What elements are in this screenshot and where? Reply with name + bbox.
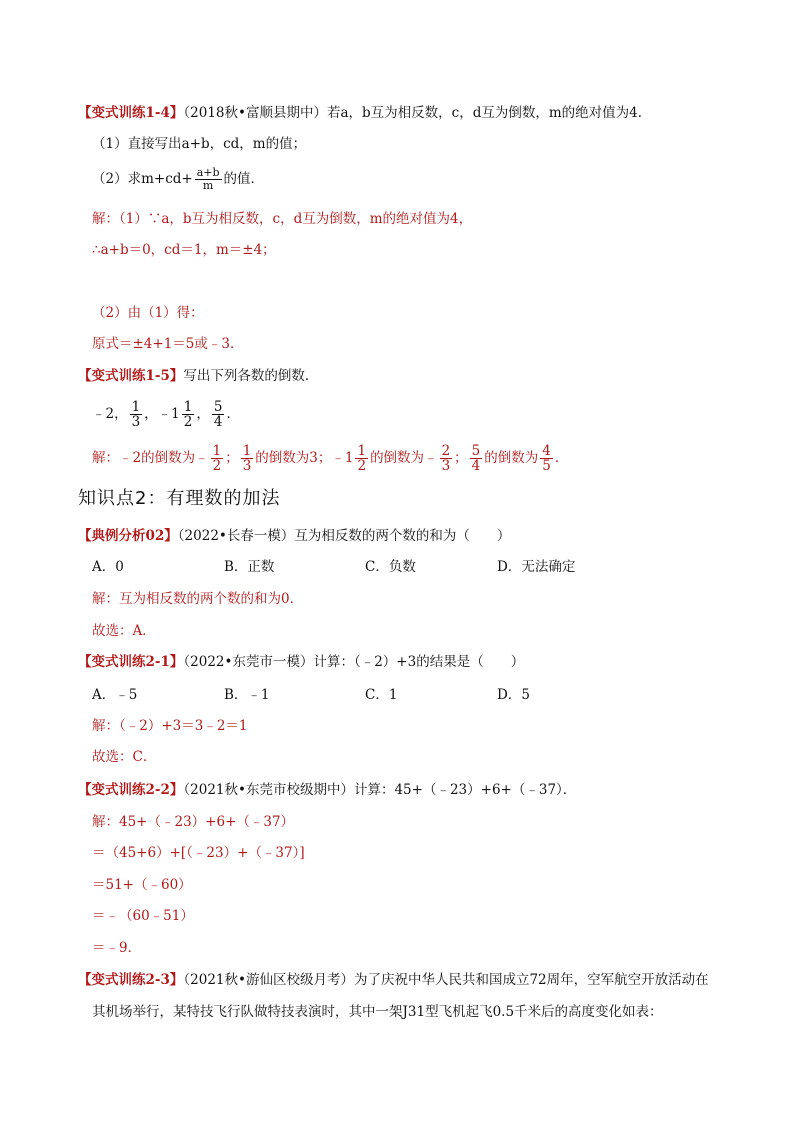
- exercise-1-4-question: [78, 104, 651, 122]
- answer-line: [92, 444, 568, 473]
- question-text: 互为相反数的两个数的和为（ ）: [294, 528, 511, 544]
- numerator: 4: [542, 443, 551, 459]
- fraction: [241, 444, 254, 473]
- fraction: [130, 400, 143, 429]
- sub-question-2-prefix: （2）求m+cd+: [92, 171, 193, 187]
- exercise-tag: 【变式训练1-5】: [78, 368, 184, 384]
- options-row: [0, 558, 794, 576]
- numerator: 1: [183, 399, 193, 415]
- answer-line: ＝51+（﹣60）: [92, 877, 192, 893]
- answer-line: 解：45+（﹣23）+6+（﹣37）: [92, 814, 295, 830]
- question-text: 计算：45+（﹣23）+6+（﹣37）．: [353, 782, 577, 798]
- number: ﹣2，: [92, 406, 128, 422]
- exercise-tag: 【变式训练1-4】: [78, 105, 184, 121]
- section-heading: 知识点2：有理数的加法: [78, 488, 281, 509]
- denominator: 2: [183, 414, 193, 430]
- numerator: 1: [242, 443, 252, 459]
- source-note: （2022•长春一模）: [177, 528, 295, 544]
- numerator: 1: [131, 399, 141, 415]
- denominator: 4: [471, 458, 481, 474]
- answer-text: 的倒数为3；﹣1: [255, 450, 354, 466]
- denominator: 2: [212, 458, 222, 474]
- answer-line: （2）由（1）得：: [92, 305, 204, 321]
- exercise-tag: 【典例分析02】: [78, 528, 178, 544]
- source-note: （2018秋•富顺县期中）: [183, 105, 327, 121]
- separator: ，: [196, 406, 210, 422]
- sub-question-2: [92, 167, 264, 192]
- answer-text: 解：﹣2的倒数为﹣: [92, 450, 209, 466]
- denominator: 2: [357, 458, 367, 474]
- sub-question-2-suffix: 的值．: [223, 171, 265, 187]
- source-note: （2021秋•东莞市校级期中）: [183, 782, 354, 798]
- question-text-continued: 其机场举行，某特技飞行队做特技表演时，其中一架J31型飞机起飞0.5千米后的高度变化如表：: [92, 1004, 663, 1020]
- options-row: [0, 686, 794, 704]
- answer-line: 故选：C．: [92, 749, 157, 765]
- denominator: 3: [242, 458, 252, 474]
- denominator: 4: [213, 414, 223, 430]
- exercise-tag: 【变式训练2-1】: [78, 654, 184, 670]
- answer-line: ＝（45+6）+[（﹣23）+（﹣37）]: [92, 845, 305, 861]
- question-text: 写出下列各数的倒数．: [183, 368, 319, 384]
- exercise-2-3-question: [78, 971, 709, 989]
- sub-question-1: （1）直接写出a+b，cd，m的值；: [92, 136, 307, 152]
- option-d: D．无法确定: [497, 559, 576, 575]
- separator: ，﹣1: [144, 406, 180, 422]
- question-text: 若a，b互为相反数，c，d互为倒数，m的绝对值为4．: [326, 105, 652, 121]
- answer-line: 原式＝±4+1＝5或﹣3．: [92, 336, 244, 352]
- option-b: B．正数: [224, 559, 275, 575]
- option-d: D．5: [497, 687, 530, 703]
- fraction: [211, 444, 224, 473]
- answer-line: 解：互为相反数的两个数的和为0．: [92, 591, 304, 607]
- exercise-1-5-question: [78, 367, 318, 385]
- option-c: C．1: [365, 687, 398, 703]
- option-c: C．负数: [365, 559, 416, 575]
- fraction: [355, 444, 368, 473]
- fraction: [195, 167, 222, 192]
- separator: ．: [226, 406, 240, 422]
- denominator: 5: [542, 458, 551, 474]
- numerator: a+b: [196, 166, 220, 179]
- answer-line: ＝﹣9．: [92, 940, 142, 956]
- answer-line: ＝﹣（60﹣51）: [92, 908, 194, 924]
- fraction: [440, 444, 453, 473]
- answer-line: 故选：A．: [92, 623, 156, 639]
- option-a: A．0: [92, 559, 124, 575]
- answer-line: 解：（1）∵a，b互为相反数，c，d互为倒数，m的绝对值为4，: [92, 211, 473, 227]
- numerator: 1: [357, 443, 367, 459]
- fraction: [212, 400, 225, 429]
- exercise-tag: 【变式训练2-3】: [78, 972, 184, 988]
- example-02-question: [78, 527, 510, 545]
- source-note: （2021秋•游仙区校级月考）: [183, 972, 354, 988]
- option-b: B．﹣1: [224, 687, 270, 703]
- denominator: m: [202, 179, 214, 192]
- fraction: [470, 444, 483, 473]
- numerator: 5: [213, 399, 223, 415]
- exercise-2-1-question: [78, 653, 524, 671]
- answer-text: ；: [225, 450, 239, 466]
- fraction: [540, 444, 553, 473]
- exercise-2-2-question: [78, 781, 576, 799]
- answer-text: ．: [554, 450, 569, 466]
- question-text: 为了庆祝中华人民共和国成立72周年，空军航空开放活动在: [353, 972, 709, 988]
- denominator: 3: [131, 414, 141, 430]
- answer-line: ∴a+b＝0，cd＝1，m＝±4；: [92, 242, 276, 258]
- source-note: （2022•东莞市一模）: [183, 654, 314, 670]
- answer-line: 解：（﹣2）+3＝3﹣2＝1: [92, 718, 248, 734]
- exercise-tag: 【变式训练2-2】: [78, 782, 184, 798]
- answer-text: ；: [454, 450, 468, 466]
- answer-text: 的倒数为: [484, 450, 539, 466]
- option-a: A．﹣5: [92, 687, 138, 703]
- denominator: 3: [441, 458, 451, 474]
- question-text: 计算：（﹣2）+3的结果是（ ）: [313, 654, 525, 670]
- fraction: [182, 400, 195, 429]
- numerator: 5: [471, 443, 481, 459]
- numerator: 1: [212, 443, 222, 459]
- number-list: [92, 400, 240, 429]
- numerator: 2: [441, 443, 451, 459]
- answer-text: 的倒数为﹣: [370, 450, 438, 466]
